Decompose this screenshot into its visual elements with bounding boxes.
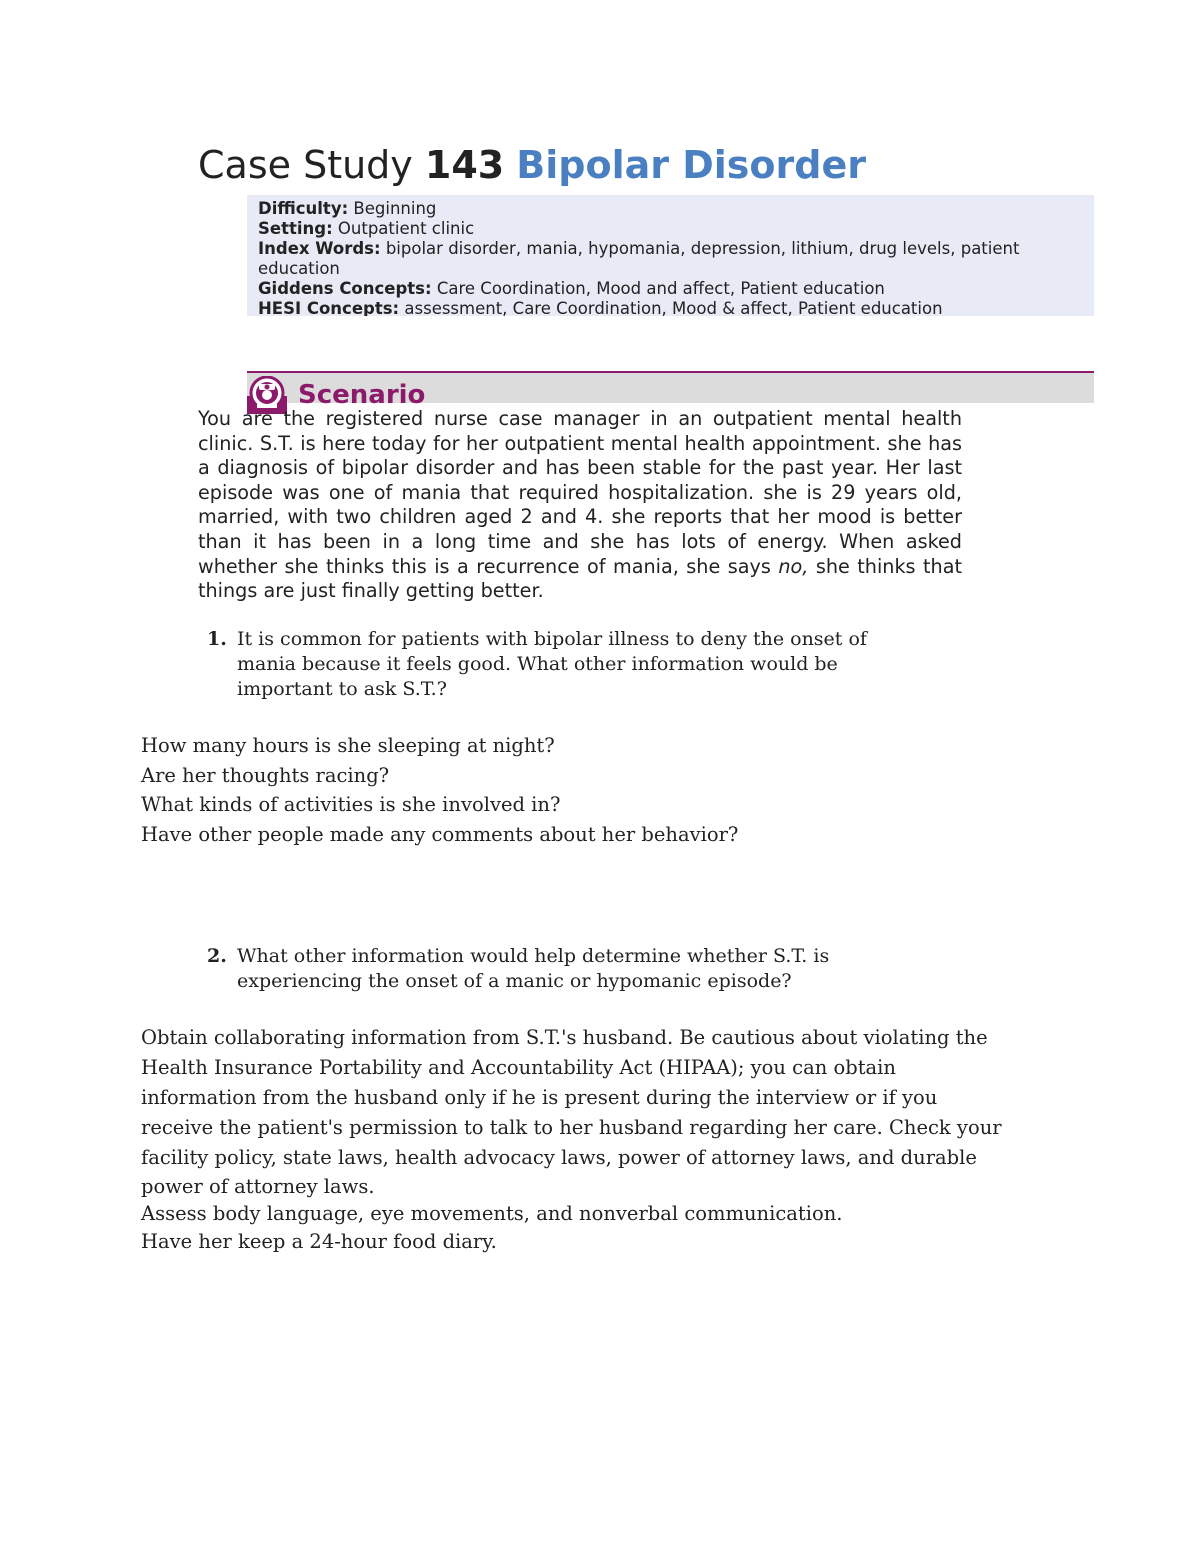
info-difficulty: Difficulty: Beginning <box>258 199 437 218</box>
case-info-box <box>247 195 1094 316</box>
info-index-words: Index Words: bipolar disorder, mania, hypomania, depression, lithium, drug levels, patient education <box>258 239 1020 278</box>
answer-line: Assess body language, eye movements, and nonverbal communication. <box>141 1202 843 1225</box>
answer-line: Have other people made any comments about her behavior? <box>141 822 739 846</box>
answer-line: receive the patient's permission to talk to her husband regarding her care. Check your <box>141 1116 1002 1139</box>
answer-line: Are her thoughts racing? <box>141 763 390 787</box>
answer-1 <box>141 731 961 849</box>
question-text: What other information would help determine whether S.T. is experiencing the onset of a manic or hypomanic episode? <box>237 945 830 992</box>
answer-line: What kinds of activities is she involved in? <box>141 793 561 816</box>
answer-line: Health Insurance Portability and Accountability Act (HIPAA); you can obtain <box>141 1056 896 1079</box>
answer-2 <box>141 1023 1002 1256</box>
info-giddens-concepts: Giddens Concepts: Care Coordination, Mood and affect, Patient education <box>258 279 885 298</box>
question-number: 1. <box>207 628 227 650</box>
case-topic: Bipolar Disorder <box>516 143 866 187</box>
title-prefix: Case Study <box>198 143 425 187</box>
answer-line: Have her keep a 24-hour food diary. <box>141 1230 497 1253</box>
scenario-text: You are the registered nurse case manager in an outpatient mental health clinic. S.T. is here today for her outpatient mental health appointment. she has a diagnosis of bipolar disorder and has been stable for the past year. Her last episode was one of mania that required hospitalization. she is 29 years old, married, with two children aged 2 and 4. she reports that her mood is better than it has been in a long time and she has lots of energy. When asked whether she thinks this is a recurrence of mania, she says no, she thinks that things are just finally getting better. <box>198 407 962 603</box>
info-setting: Setting: Outpatient clinic <box>258 219 475 238</box>
page-title <box>198 140 866 190</box>
answer-line: information from the husband only if he is present during the interview or if you <box>141 1086 938 1109</box>
case-number: 143 <box>424 143 505 187</box>
question-number: 2. <box>207 945 227 967</box>
answer-line: Obtain collaborating information from S.T.'s husband. Be cautious about violating the <box>141 1026 988 1049</box>
scenario-heading: Scenario <box>298 380 426 410</box>
answer-line: power of attorney laws. <box>141 1175 375 1198</box>
question-2 <box>207 944 907 994</box>
question-text: It is common for patients with bipolar illness to deny the onset of mania because it feels good. What other information would be important to ask S.T.? <box>237 628 867 700</box>
answer-line: facility policy, state laws, health advocacy laws, power of attorney laws, and durable <box>141 1146 977 1169</box>
answer-line: How many hours is she sleeping at night? <box>141 734 555 757</box>
info-hesi-concepts: HESI Concepts: assessment, Care Coordination, Mood & affect, Patient education <box>258 299 943 316</box>
question-1 <box>207 627 907 702</box>
